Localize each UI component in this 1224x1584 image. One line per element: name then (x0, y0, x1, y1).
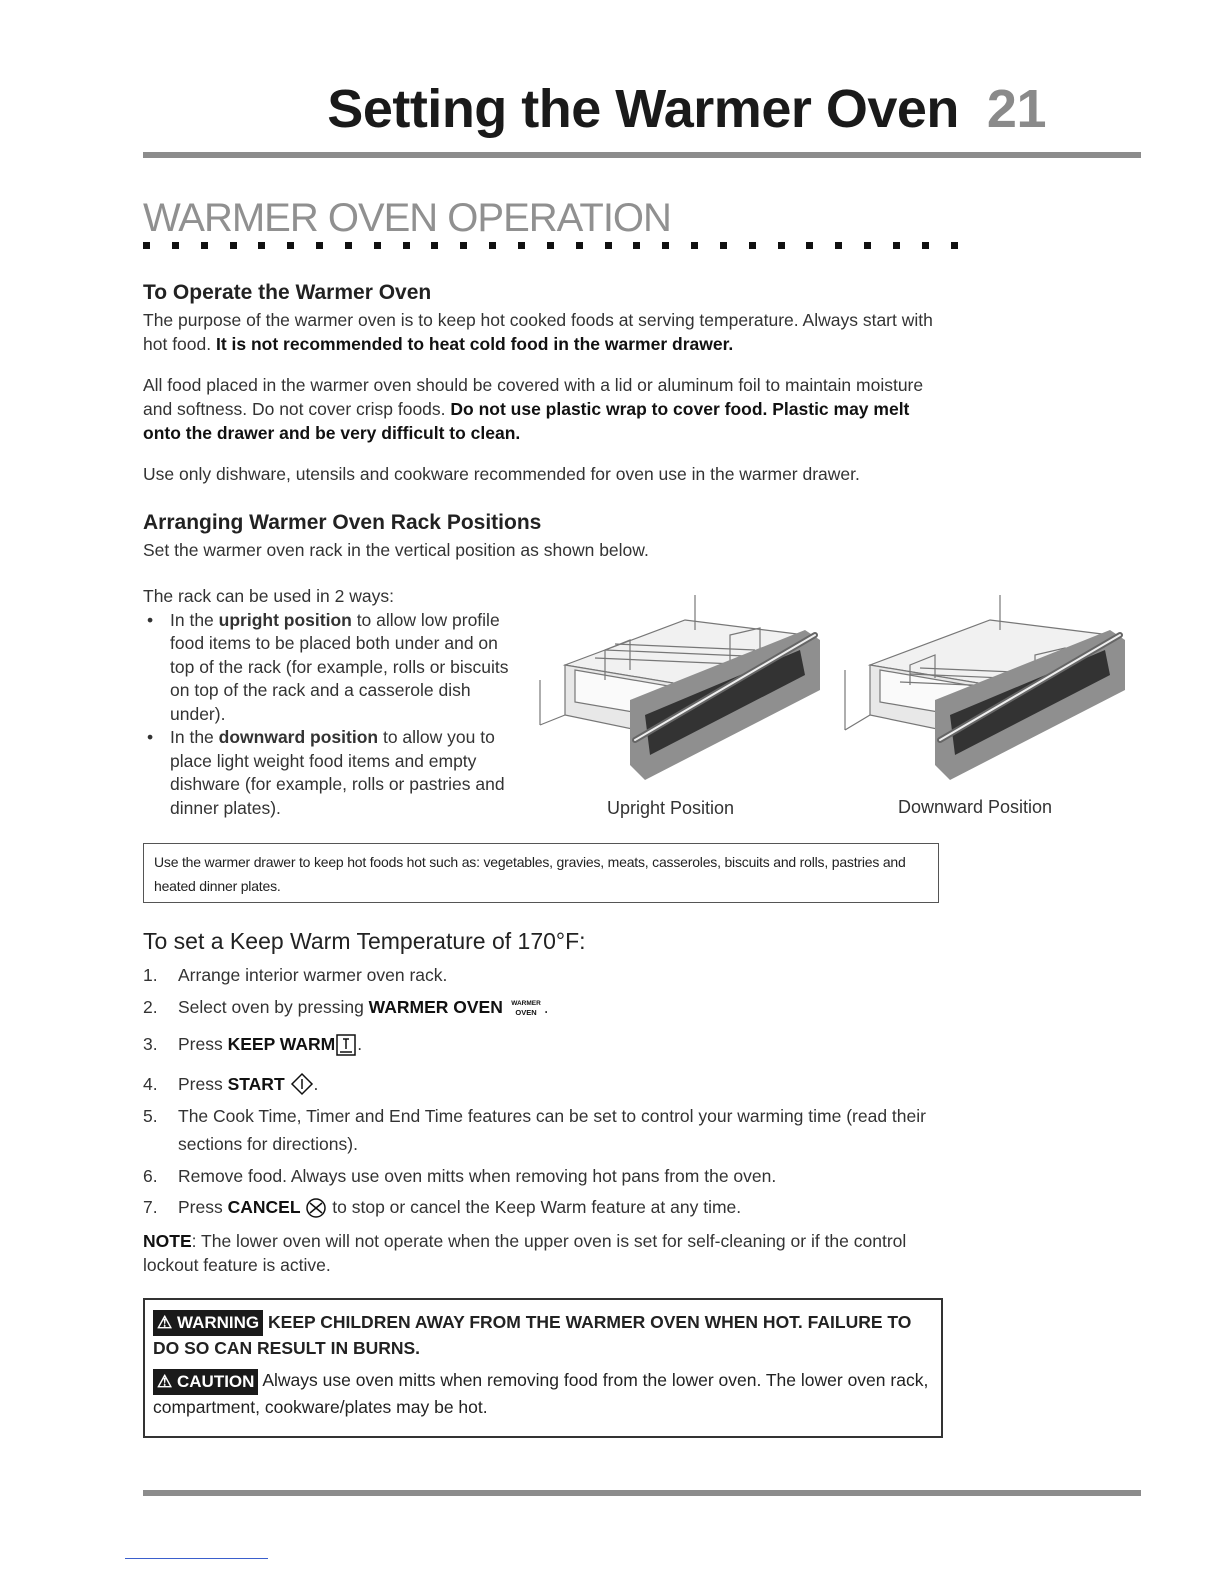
caution-badge: ⚠ CAUTION (153, 1369, 258, 1395)
operate-paragraph-2: All food placed in the warmer oven should be covered with a lid or aluminum foil to maintain moisture and softness. Do not cover crisp foods. Do not use plastic wrap to cover food. Plastic may melt onto the drawer and be very difficult to clean. (143, 375, 924, 443)
warmer-oven-key-icon (508, 997, 544, 1019)
page-number: 21 (986, 79, 1046, 139)
warning-text: KEEP CHILDREN AWAY FROM THE WARMER OVEN WHEN HOT. FAILURE TO DO SO CAN RESULT IN BURNS. (153, 1312, 912, 1359)
caution-triangle-icon: ⚠ (157, 1371, 173, 1391)
warmer-oven-key-bottom: OVEN (515, 1008, 537, 1018)
warning-triangle-icon: ⚠ (157, 1313, 173, 1333)
caution-text: Always use oven mitts when removing food from the lower oven. The lower oven rack, compartment, cookware/plates may be hot. (153, 1370, 929, 1417)
operate-heading: To Operate the Warmer Oven (143, 281, 432, 304)
step-2: 2. Select oven by pressing WARMER OVEN WARMER OVEN . (143, 997, 549, 1018)
warning-line (153, 1310, 933, 1360)
footer-rule (143, 1490, 1141, 1496)
step-4: 4. Press START . (143, 1070, 953, 1098)
rack-intro: Set the warmer oven rack in the vertical position as shown below. (143, 540, 649, 560)
keepwarm-note: NOTE: The lower oven will not operate when the upper oven is set for self-cleaning or if the control lockout feature is active. (143, 1231, 907, 1275)
header-rule (143, 152, 1141, 158)
section-dots-divider (143, 242, 958, 252)
warning-badge: ⚠ WARNING (153, 1310, 263, 1336)
note-box: Use the warmer drawer to keep hot foods hot such as: vegetables, gravies, meats, casseroles, biscuits and rolls, pastries and heated dinner plates. (143, 843, 939, 903)
footer-link-underline (125, 1558, 268, 1559)
operate-paragraph-3: Use only dishware, utensils and cookware recommended for oven use in the warmer drawer. (143, 464, 860, 484)
list-item: • In the downward position to allow you to place light weight food items and empty dishware (for example, rolls or pastries and dinner plates). (143, 726, 523, 820)
warning-box (143, 1298, 943, 1438)
list-item: • In the upright position to allow low profile food items to be placed both under and on top of the rack (for example, rolls or biscuits on top of the rack and a casserole dish under). (143, 609, 523, 727)
keep-warm-key-icon (335, 1033, 357, 1057)
operate-paragraph-1: The purpose of the warmer oven is to keep hot cooked foods at serving temperature. Always start with hot food. It is not recommended to heat cold food in the warmer drawer. (143, 310, 933, 354)
step-6: 6. Remove food. Always use oven mitts when removing hot pans from the oven. (143, 1166, 777, 1186)
step-1: 1. Arrange interior warmer oven rack. (143, 965, 448, 985)
rack-ways-intro: The rack can be used in 2 ways: (143, 586, 394, 606)
caption-downward: Downward Position (898, 797, 1053, 817)
downward-rack-illustration (840, 590, 1130, 790)
step-3: 3. Press KEEP WARM . (143, 1030, 953, 1058)
step-5: 5. The Cook Time, Timer and End Time features can be set to control your warming time (read their sections for directions). (143, 1106, 926, 1154)
cancel-key-icon (305, 1197, 327, 1219)
step-7: 7. Press CANCEL to stop or cancel the Keep Warm feature at any time. (143, 1193, 953, 1221)
warmer-oven-key-top: WARMER (510, 1000, 541, 1008)
keepwarm-heading: To set a Keep Warm Temperature of 170°F: (143, 928, 586, 954)
section-title: WARMER OVEN OPERATION (143, 196, 671, 240)
upright-rack-illustration (535, 590, 825, 790)
caption-upright: Upright Position (607, 798, 735, 818)
rack-heading: Arranging Warmer Oven Rack Positions (143, 511, 542, 534)
rack-ways-list (143, 585, 523, 820)
caution-line (153, 1368, 933, 1418)
page-title-text: Setting the Warmer Oven (327, 79, 959, 139)
page-title (0, 78, 1046, 140)
start-key-icon (290, 1072, 314, 1098)
